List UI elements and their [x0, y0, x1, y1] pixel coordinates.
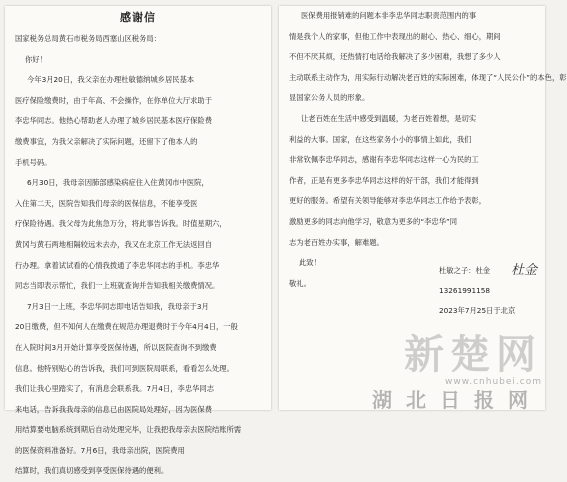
watermark-name: 湖北日报网 — [372, 388, 542, 412]
letter-salutation: 你好！ — [25, 54, 47, 64]
letter-line: 黄冈与黄石两地相隔较远未去办，我又在北京工作无法返回自 — [15, 239, 213, 249]
letter-addressee: 国家税务总局黄石市税务局西塞山区税务局： — [15, 34, 161, 43]
site-watermark — [372, 333, 542, 412]
letter-line: 在入院时间3月开始计算享受医保待遇，所以医院查询不到缴费 — [15, 342, 217, 352]
letter-line: 志为老百姓办实事，解难题。 — [289, 237, 384, 247]
letter-line: 6月30日，我母亲因肺部感染病症住入住黄冈市中医院， — [27, 178, 209, 188]
letter-line: 手机号码。 — [15, 157, 52, 167]
letter-line: 主动联系主动作为，用实际行动解决老百姓的实际困难，体现了“人民公仆”的本色，彰 — [289, 72, 567, 82]
letter-paragraph — [289, 109, 535, 253]
letter-line: 行办理。拿着试试看的心情我拨通了李忠华同志的手机。李忠华 — [15, 260, 220, 270]
letter-line: 不但不厌其烦，还热情打电话给我解决了多少困难，我想了多少人 — [289, 52, 501, 62]
watermark-brand: 新楚网 — [404, 331, 542, 378]
letter-line: 结算时，我们真切感受到享受医保待遇的便利。 — [15, 466, 169, 476]
letter-line: 我们让我心里踏实了，有消息会联系我。7月4日，李忠华同志 — [15, 384, 215, 394]
letter-line: 情是我个人的家事，但他工作中表现出的耐心、热心、细心，期间 — [289, 31, 501, 41]
letter-line: 医保费用报销难的问题本非李忠华同志职责范围内的事 — [301, 11, 477, 20]
letter-line: 显国家公务人员的形象。 — [289, 93, 370, 103]
signature-line: 杜敏之子：杜金 — [439, 266, 491, 275]
letter-line: 信息。他特别贴心的告诉我，我们可到医院局联系，看看怎么处理。 — [15, 363, 234, 373]
letter-page-left — [5, 6, 271, 476]
letter-line: 同志当即表示帮忙，我们一上班就查询并告知我相关缴费情况。 — [15, 281, 220, 291]
letter-line: 入住第二天，医院告知我们母亲的医保信息，不能享受医 — [15, 198, 198, 208]
letter-paragraph — [15, 297, 261, 482]
signature-date: 2023年7月25日于北京 — [439, 306, 516, 315]
letter-line: 更好的服务。希望有关领导能够对李忠华同志工作给予表彰， — [289, 196, 487, 206]
signature-phone: 13261991158 — [439, 286, 491, 295]
watermark-url: www.cnhubei.com — [444, 377, 542, 387]
letter-line: 李忠华同志。他热心帮助老人办理了城乡居民基本医疗保险费 — [15, 116, 213, 126]
letter-line: 医疗保险缴费时，由于年高、不会操作，在你单位大厅求助于 — [15, 95, 213, 105]
letter-line: 用结算要电脑系统到期后自动处理完毕，让我把我母亲去医院结账所需 — [15, 425, 242, 435]
letter-line: 来电话，告诉我我母亲的信息已由医院局处理好，因为医保费 — [15, 404, 213, 414]
letter-line: 的医保资料准备好。7月6日，我母亲出院，医院费用 — [15, 445, 185, 455]
letter-line: 缴费事宜，为我父亲解决了实际问题，还留下了他本人的 — [15, 136, 198, 146]
letter-body-left — [15, 70, 261, 482]
handwritten-signature: 杜金 — [511, 263, 538, 278]
letter-paragraph — [289, 6, 567, 109]
letter-title: 感谢信 — [120, 11, 156, 24]
letter-body-right — [289, 6, 567, 253]
signature-block — [439, 261, 515, 321]
letter-line: 20日缴费，但不知何人在缴费在规范办理退费时于今年4月4日，一般 — [15, 322, 238, 332]
letter-paragraph — [15, 173, 261, 297]
letter-line: 让老百姓在生活中感受到温暖，为老百姓着想，是切实 — [301, 113, 477, 123]
letter-closing-1: 此致！ — [299, 258, 321, 268]
letter-line: 7月3日一上班，李忠华同志即电话告知我，我母亲于3月 — [27, 301, 209, 311]
letter-line: 疗保险待遇。我父母为此焦急万分，将此事告诉我。时值星期六， — [15, 219, 227, 229]
letter-line: 非常钦佩李忠华同志，感谢有李忠华同志这样一心为民的工 — [289, 155, 479, 165]
letter-paragraph — [15, 70, 261, 173]
letter-line: 今年3月20日，我父亲在办理杜敏德纳城乡居民基本 — [27, 75, 195, 85]
letter-closing-2: 敬礼。 — [289, 278, 311, 288]
letter-line: 作者，正是有更多李忠华同志这样的好干部，我们才能得到 — [289, 175, 479, 185]
letter-line: 激励更多的同志向他学习，敬意为更多的“李忠华”同 — [289, 216, 458, 226]
letter-line: 利益的大事。国家，在这些家务小小的事情上如此，我们 — [289, 134, 472, 144]
